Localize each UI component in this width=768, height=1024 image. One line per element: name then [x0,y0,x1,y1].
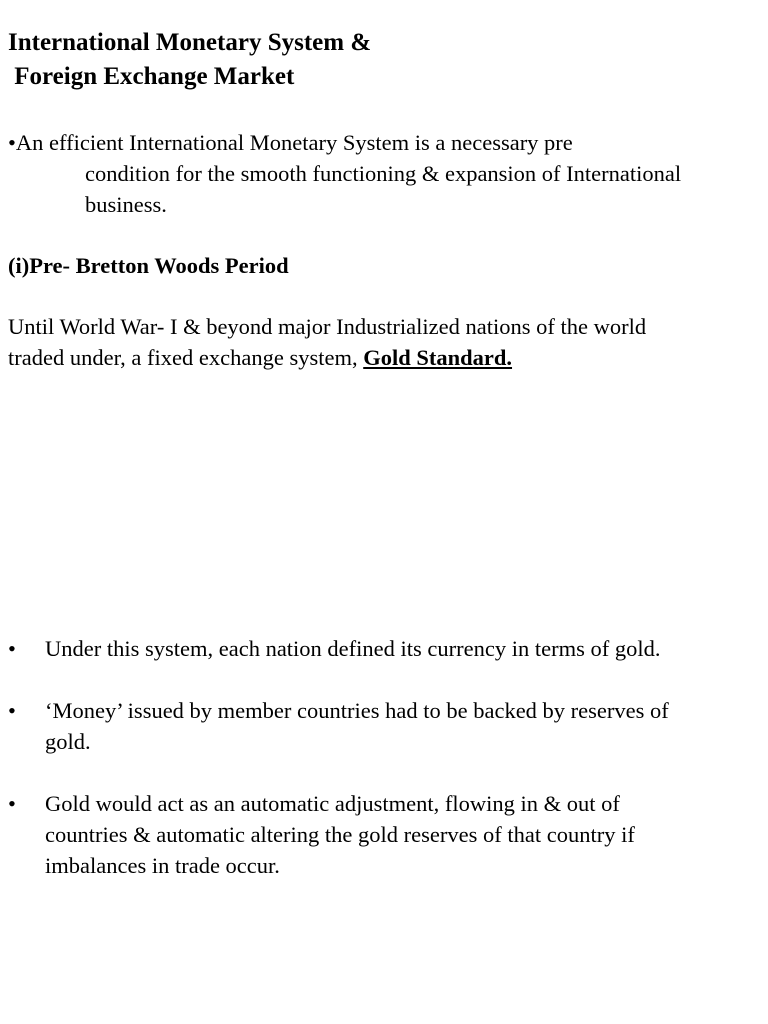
gold-standard-term: Gold Standard. [363,345,513,370]
title-line-1: International Monetary System & [8,29,372,56]
intro-paragraph [8,127,764,220]
bullet-line: Gold would act as an automatic adjustment, flowing in & out of [45,791,620,816]
intro-line-3: business. [85,192,167,217]
intro-line-2: condition for the smooth functioning & expansion of International [85,161,682,186]
paragraph-line-1: Until World War- I & beyond major Industrialized nations of the world [8,314,647,339]
paragraph-line-2-text: traded under, a fixed exchange system, [8,345,364,370]
bullet-line: gold. [45,729,91,754]
bullet-marker: • [8,698,16,723]
bullet-line: countries & automatic altering the gold reserves of that country if [45,822,635,847]
gold-standard-paragraph [8,311,764,373]
intro-line-1: An efficient International Monetary System is a necessary pre [15,130,573,155]
bullet-line: Under this system, each nation defined its currency in terms of gold. [45,636,661,661]
bullet-line: ‘Money’ issued by member countries had to be backed by reserves of [45,698,669,723]
page-title [8,26,371,94]
intro-first-line [8,127,764,158]
intro-bullet: • [8,130,16,155]
paragraph-line-2 [8,342,764,373]
list-item [8,633,764,664]
bullet-list [8,633,764,912]
title-line-2: Foreign Exchange Market [8,63,295,90]
section-heading: (i)Pre- Bretton Woods Period [8,253,289,278]
bullet-marker: • [8,791,16,816]
bullet-line: imbalances in trade occur. [45,853,280,878]
list-item [8,788,764,881]
bullet-marker: • [8,636,16,661]
list-item [8,695,764,757]
